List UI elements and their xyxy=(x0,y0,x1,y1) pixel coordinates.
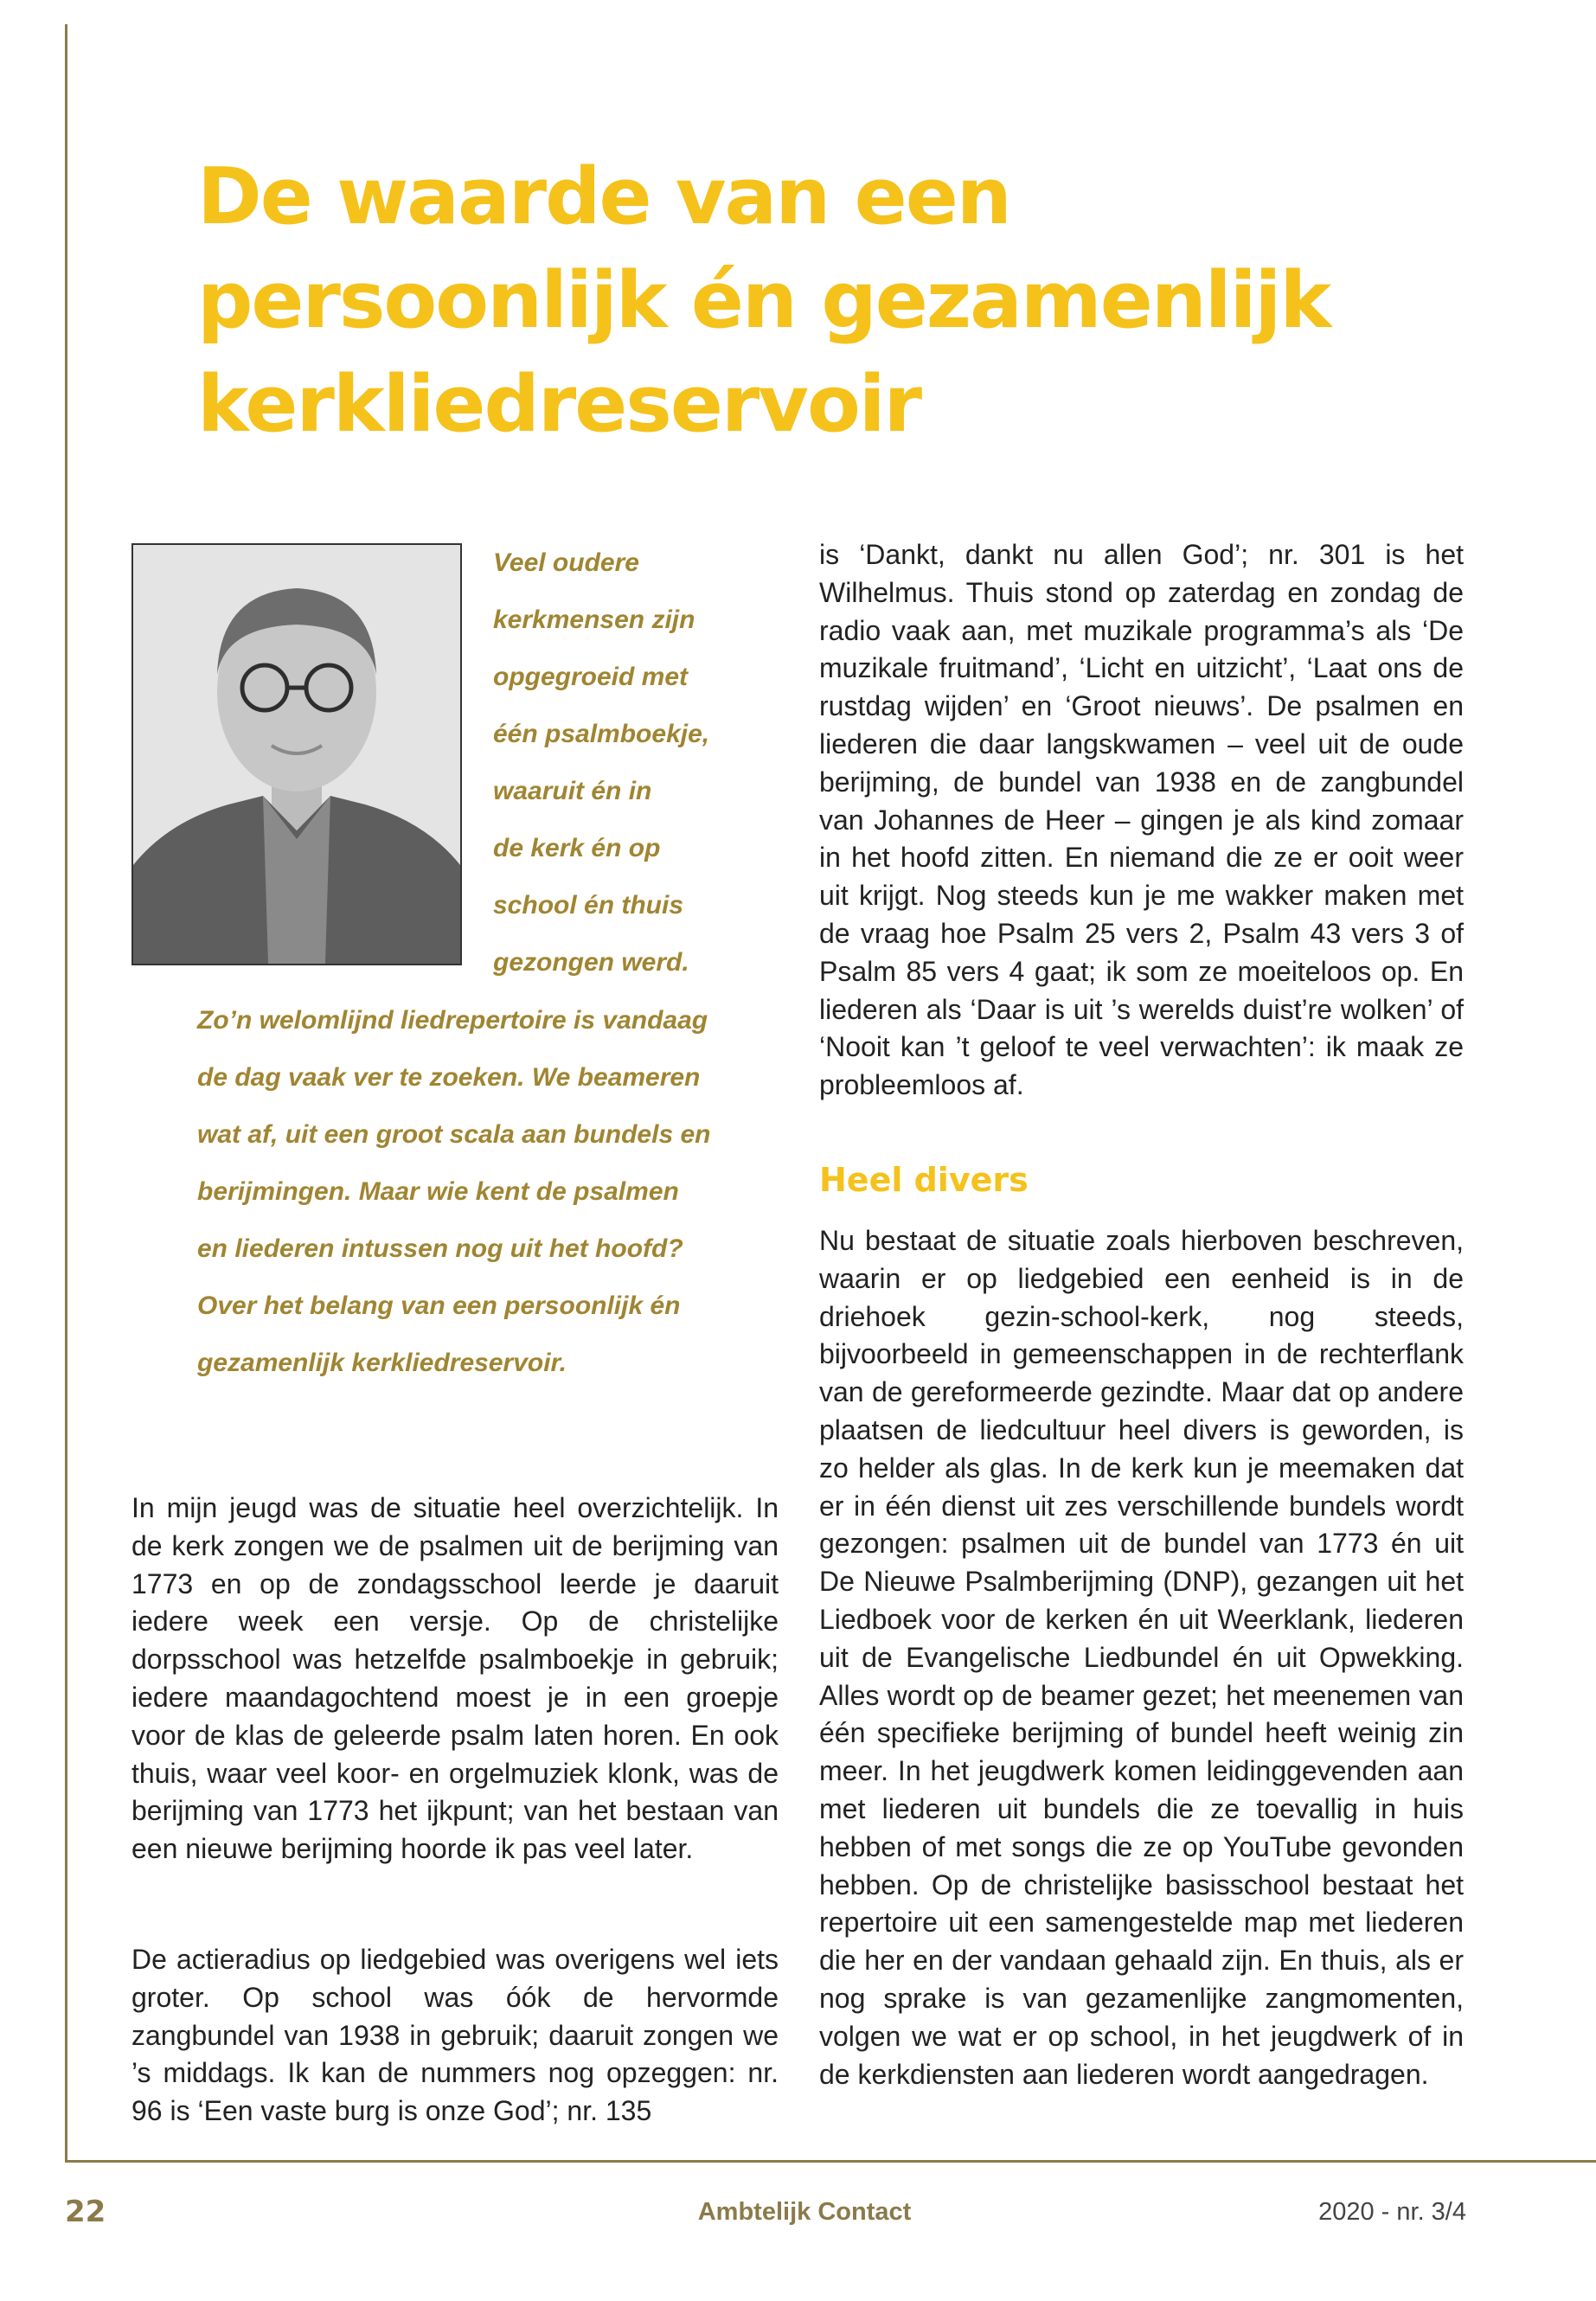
intro-line: waaruit én in xyxy=(493,777,652,805)
article-title xyxy=(197,145,1495,457)
body-paragraph: In mijn jeugd was de situatie heel overzichtelijk. In de kerk zongen we de psalmen uit de berijming van 1773 en op de zondagsschool leerde je daaruit iedere week een versje. Op de christelijke dorpsschool was hetzelfde psalmboekje in gebruik; iedere maandagochtend moest je in een groepje voor de klas de geleerde psalm laten horen. En ook thuis, waar veel koor- en orgelmuziek klonk, was de berijming van 1773 het ijkpunt; van het bestaan van een nieuwe berijming hoorde ik pas veel later. xyxy=(131,1492,779,1865)
body-paragraph: is ‘Dankt, dankt nu allen God’; nr. 301 is het Wilhelmus. Thuis stond op zaterdag en zondag de radio vaak aan, met muzikale programma’s als ‘De muzikale fruitmand’, ‘Licht en uitzicht’, ‘Laat ons de rustdag wijden’ en ‘Groot nieuws’. De psalmen en liederen die daar langskwamen – veel uit de oude berijming, de bundel van 1938 en de zangbundel van Johannes de Heer – gingen je als kind zomaar in het hoofd zitten. En niemand die ze er ooit weer uit krijgt. Nog steeds kun je me wakker maken met de vraag hoe Psalm 25 vers 2, Psalm 43 vers 3 of Psalm 85 vers 4 gaat; ik som ze moeiteloos op. En liederen als ‘Daar is uit ’s werelds duist’re wolken’ of ‘Nooit kan ’t geloof te veel verwachten’: ik maak ze probleemloos af. xyxy=(819,539,1464,1101)
intro-line: de dag vaak ver te zoeken. We beameren xyxy=(197,1063,701,1092)
intro-line: kerkmensen zijn xyxy=(493,606,695,634)
intro-line: berijmingen. Maar wie kent de psalmen xyxy=(197,1177,679,1206)
intro-line: school én thuis xyxy=(493,891,684,920)
intro-line: en liederen intussen nog uit het hoofd? xyxy=(197,1234,683,1263)
title-line: kerkliedreservoir xyxy=(197,359,921,450)
left-margin-rule xyxy=(65,24,67,2161)
title-line: persoonlijk én gezamenlijk xyxy=(197,255,1330,346)
intro-line: gezongen werd. xyxy=(493,948,689,977)
intro-line: Zo’n welomlijnd liedrepertoire is vandaag xyxy=(197,1006,708,1035)
portrait-image xyxy=(133,545,460,964)
intro-line: de kerk én op xyxy=(493,834,661,862)
intro-below-photo xyxy=(197,992,794,1392)
intro-line: wat af, uit een groot scala aan bundels en xyxy=(197,1120,711,1149)
intro-line: één psalmboekje, xyxy=(493,720,710,748)
issue-number: 2020 - nr. 3/4 xyxy=(1318,2198,1466,2226)
body-paragraph: De actieradius op liedgebied was overigens wel iets groter. Op school was óók de hervormde zangbundel van 1938 in gebruik; daaruit zongen we ’s middags. Ik kan de nummers nog opzeggen: nr. 96 is ‘Een vaste burg is onze God’; nr. 135 xyxy=(131,1944,779,2127)
intro-line: Over het belang van een persoonlijk én xyxy=(197,1292,681,1320)
page-number: 22 xyxy=(65,2195,106,2229)
title-line: De waarde van een xyxy=(197,151,1010,242)
intro-line: Veel oudere xyxy=(493,548,639,577)
magazine-name: Ambtelijk Contact xyxy=(697,2198,912,2226)
section-heading: Heel divers xyxy=(819,1161,1029,1199)
footer-rule xyxy=(65,2160,1596,2163)
author-photo xyxy=(131,543,462,965)
body-paragraph: Nu bestaat de situatie zoals hierboven beschreven, waarin er op liedgebied een eenheid is in de driehoek gezin-school-kerk, nog steeds, bijvoorbeeld in gemeenschappen in de rechterflank van de gereformeerde gezindte. Maar dat op andere plaatsen de liedcultuur heel divers is geworden, is zo helder als glas. In de kerk kun je meemaken dat er in één dienst uit zes verschillende bundels wordt gezongen: psalmen uit de bundel van 1773 én uit De Nieuwe Psalmberijming (DNP), gezangen uit het Liedboek voor de kerken én uit Weerklank, liederen uit de Evangelische Liedbundel én uit Opwekking. Alles wordt op de beamer gezet; het meenemen van één specifieke berijming of bundel heeft weinig zin meer. In het jeugdwerk komen leidinggevenden aan met liederen uit bundels die ze toevallig in huis hebben of met songs die ze op YouTube gevonden hebben. Op de christelijke basisschool bestaat het repertoire uit een samengestelde map met liederen die her en der vandaan gehaald zijn. En thuis, als er nog sprake is van gezamenlijke zangmomenten, volgen we wat er op school, in het jeugdwerk of in de kerkdiensten aan liederen wordt aangedragen. xyxy=(819,1225,1464,2090)
intro-line: gezamenlijk kerkliedreservoir. xyxy=(197,1349,567,1377)
intro-line: opgegroeid met xyxy=(493,663,689,691)
